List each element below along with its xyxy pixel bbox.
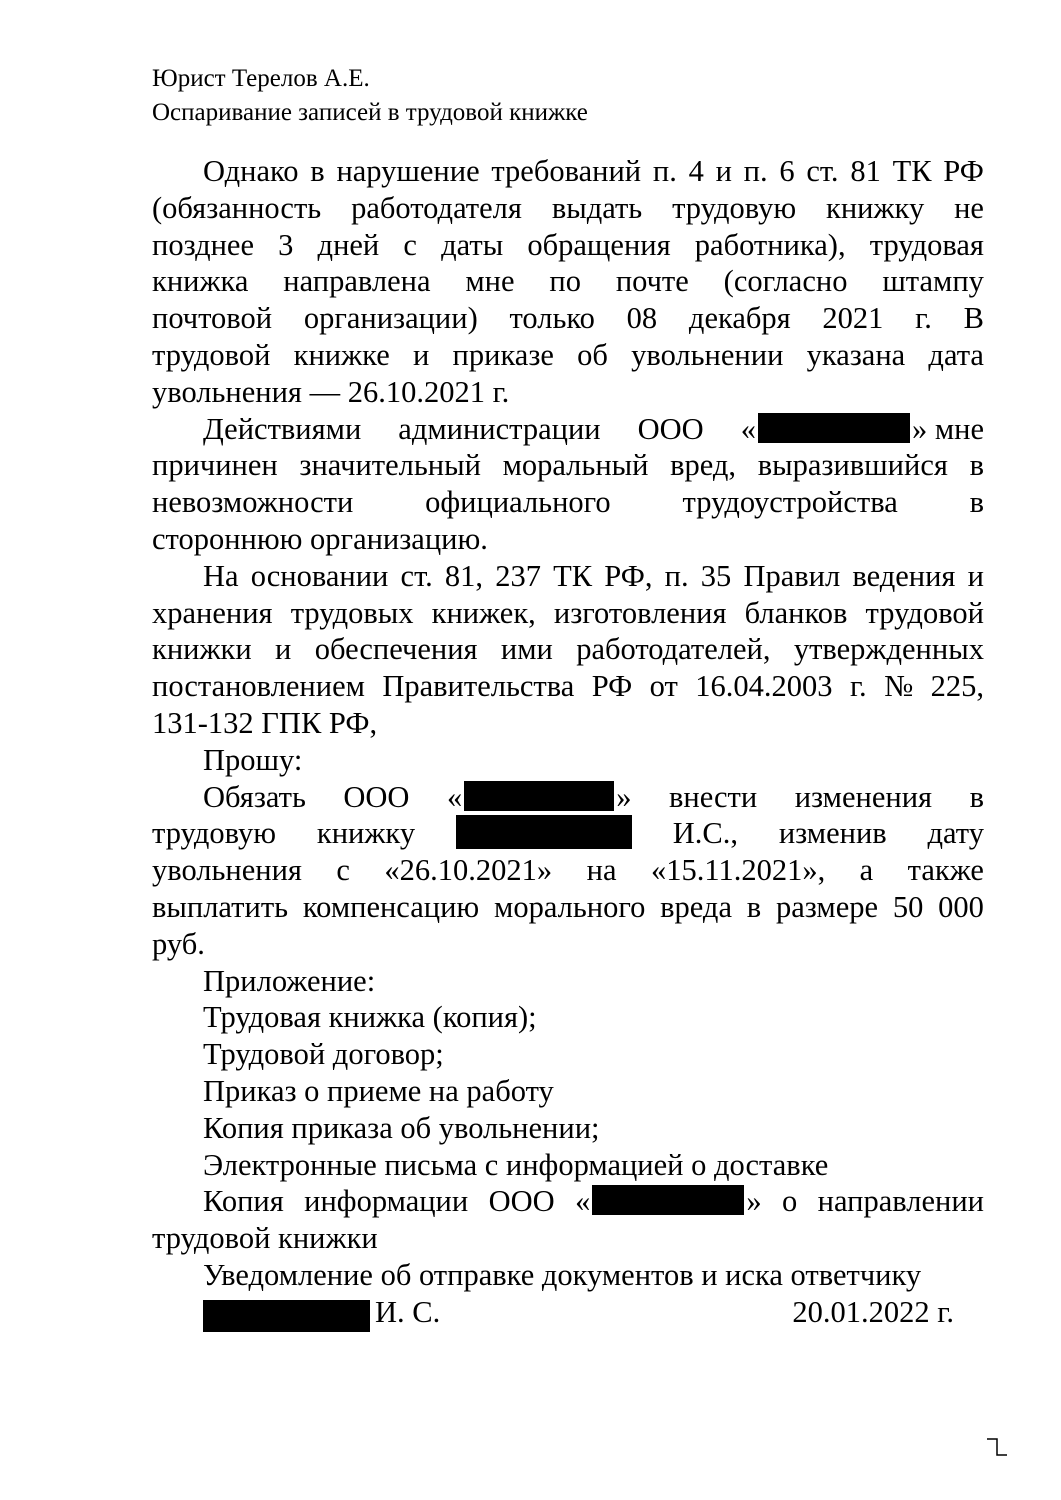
attachment-item-6-line1: Копия информации ООО « » о направлении xyxy=(203,1184,984,1219)
request-line3: увольнения с «26.10.2021» на «15.11.2021», а также xyxy=(152,853,984,888)
attachment-item: Копия приказа об увольнении; xyxy=(203,1110,600,1145)
para1-line5: почтовой организации) только 08 декабря 2021 г. В xyxy=(152,301,984,336)
para1-line6: трудовой книжке и приказе об увольнении указана дата xyxy=(152,337,984,372)
para3-line2: хранения трудовых книжек, изготовления бланков трудовой xyxy=(152,595,984,630)
para3-line3: книжки и обеспечения ими работодателей, утвержденных xyxy=(152,632,984,667)
attachment-item: Электронные письма с информацией о доставке xyxy=(203,1147,829,1182)
request-line4: выплатить компенсацию морального вреда в размере 50 000 xyxy=(152,889,984,924)
request-line2: трудовую книжку И.С., изменив дату xyxy=(152,816,984,851)
redaction-box xyxy=(456,815,632,849)
para2-line4: стороннюю организацию. xyxy=(152,521,488,556)
para3-line4: постановлением Правительства РФ от 16.04.2003 г. № 225, xyxy=(152,669,984,704)
para3-line5: 131-132 ГПК РФ, xyxy=(152,705,378,740)
para1-line7: увольнения — 26.10.2021 г. xyxy=(152,374,510,409)
para1-line2: (обязанность работодателя выдать трудовую книжку не xyxy=(152,190,984,225)
attachment-item-6-line2: трудовой книжки xyxy=(152,1221,378,1256)
attachment-item: Трудовая книжка (копия); xyxy=(203,1000,537,1035)
request-label: Прошу: xyxy=(203,742,303,777)
signature-redaction-box xyxy=(203,1300,370,1332)
para2-line3: невозможности официального трудоустройства в xyxy=(152,485,984,520)
para1-line1: Однако в нарушение требований п. 4 и п. 6 ст. 81 ТК РФ xyxy=(203,154,984,188)
para1-line3: позднее 3 дней с даты обращения работника), трудовая xyxy=(152,227,984,262)
author-line: Юрист Терелов А.Е. xyxy=(152,65,370,92)
para3-line1: На основании ст. 81, 237 ТК РФ, п. 35 Правил ведения и xyxy=(203,558,984,593)
para2-line2: причинен значительный моральный вред, выразившийся в xyxy=(152,448,984,483)
para1-line4: книжка направлена мне по почте (согласно штампу xyxy=(152,264,984,299)
redaction-box xyxy=(592,1185,744,1215)
subject-line: Оспаривание записей в трудовой книжке xyxy=(152,99,588,126)
attachment-item: Уведомление об отправке документов и иска ответчику xyxy=(203,1257,922,1292)
request-line1: Обязать ООО « » внести изменения в xyxy=(203,779,984,814)
redaction-box xyxy=(464,781,614,811)
signature-date: 20.01.2022 г. xyxy=(792,1294,954,1329)
signature-initials: И. С. xyxy=(375,1294,441,1329)
redaction-box xyxy=(758,413,910,443)
request-line5: руб. xyxy=(152,926,205,961)
attachments-label: Приложение: xyxy=(203,963,376,998)
page-corner-mark-icon xyxy=(985,1437,1007,1459)
document-body xyxy=(152,153,984,1331)
document-header xyxy=(152,62,588,130)
signature-row xyxy=(152,1294,984,1331)
attachment-item: Трудовой договор; xyxy=(203,1037,444,1072)
attachment-item: Приказ о приеме на работу xyxy=(203,1073,554,1108)
para2-line1: Действиями администрации ООО « » мне xyxy=(203,411,984,446)
